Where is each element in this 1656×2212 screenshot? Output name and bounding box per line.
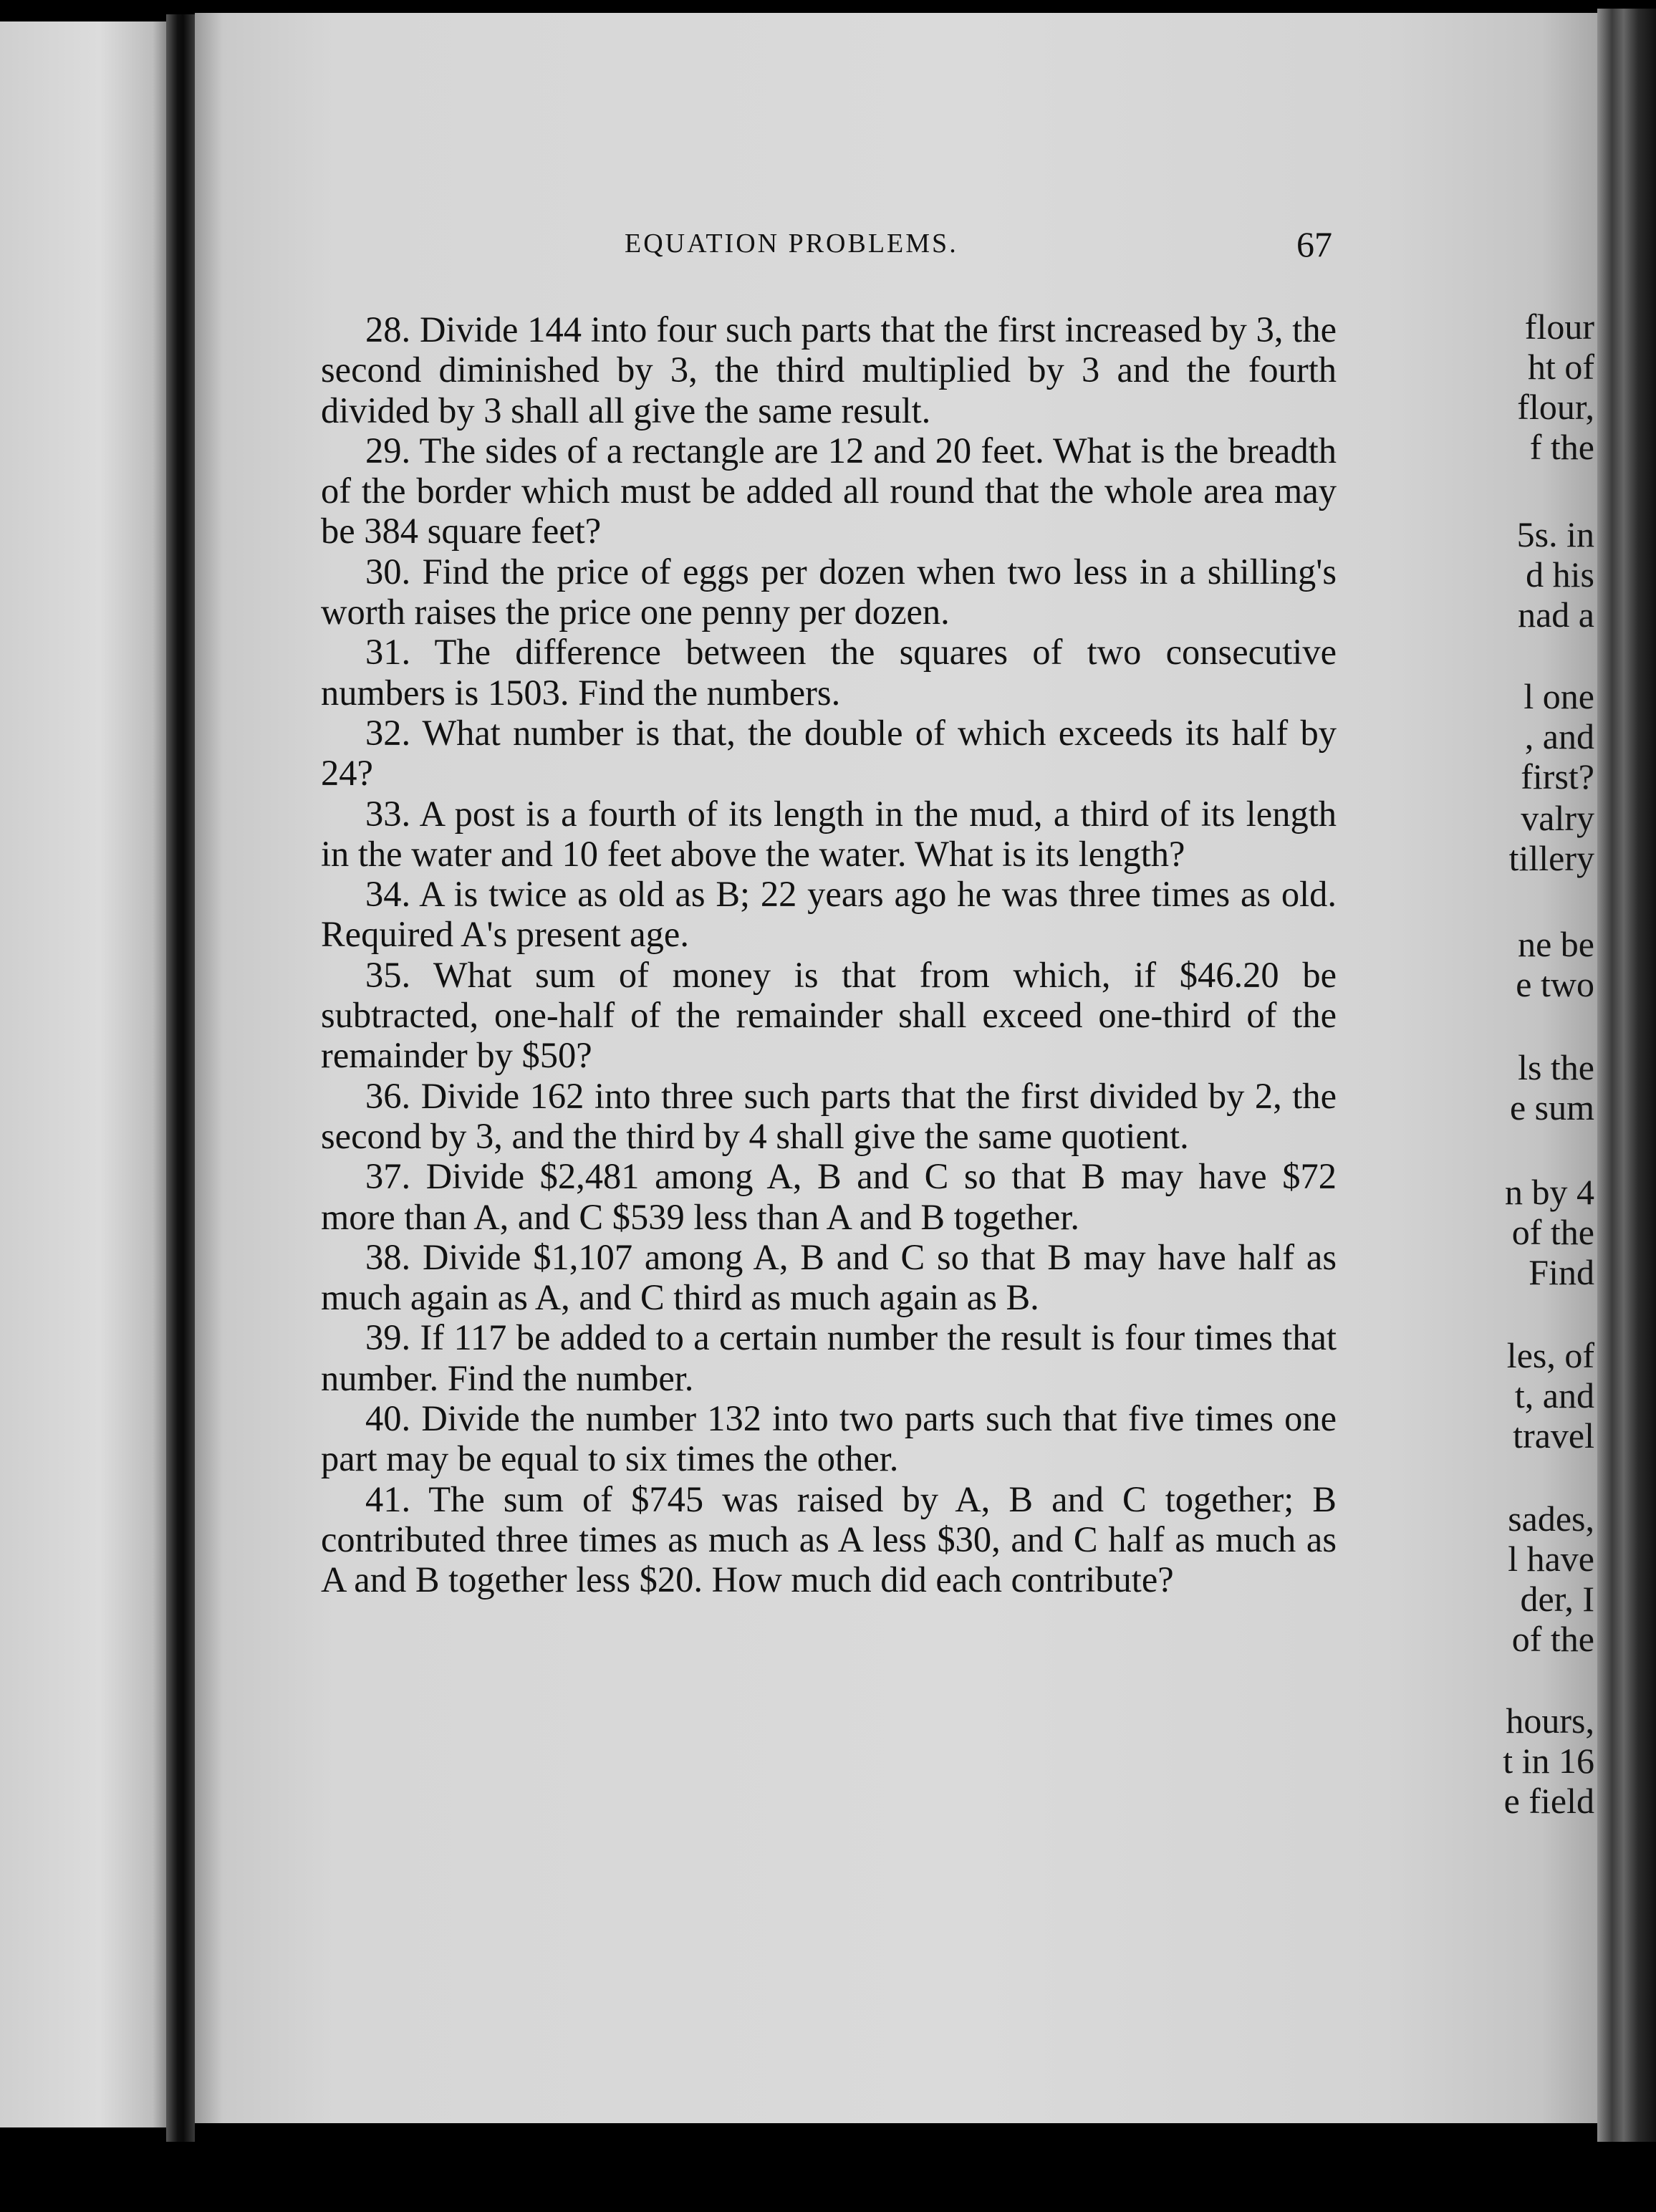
left-fragment: flour <box>1524 307 1594 347</box>
problem-number: 30. <box>365 551 411 592</box>
left-fragment: tillery <box>1508 838 1594 878</box>
problem-text: What number is that, the double of which exceeds its half by 24? <box>321 712 1337 794</box>
problem-item <box>321 431 1337 552</box>
page-number: 67 <box>1296 224 1332 264</box>
problem-text: A post is a fourth of its length in the mud, a third of its length in the water and 10 feet above the water. What is its length? <box>321 793 1337 874</box>
problem-number: 34. <box>365 874 411 915</box>
problem-number: 31. <box>365 632 411 673</box>
problem-number: 32. <box>365 712 411 753</box>
book-fore-edge <box>1597 9 1656 2143</box>
left-fragment: of the <box>1511 1619 1594 1659</box>
book-gutter <box>166 14 195 2142</box>
problem-number: 36. <box>365 1075 411 1116</box>
left-fragment: t, and <box>1514 1375 1594 1415</box>
left-fragment: valry <box>1521 798 1594 838</box>
left-fragment: , and <box>1524 716 1594 756</box>
problem-text: A is twice as old as B; 22 years ago he was three times as old. Required A's present age. <box>321 874 1337 955</box>
left-fragment: t in 16 <box>1503 1741 1594 1781</box>
left-fragment: der, I <box>1520 1579 1594 1619</box>
left-fragment: 5s. in <box>1516 514 1594 554</box>
left-fragment: f the <box>1529 427 1594 467</box>
problem-item <box>321 1479 1337 1600</box>
left-fragment: l one <box>1523 676 1594 716</box>
left-fragment: flour, <box>1517 387 1594 427</box>
problem-number: 33. <box>365 793 411 834</box>
problem-item <box>321 309 1337 431</box>
problem-item <box>321 794 1337 875</box>
left-fragment: hours, <box>1506 1701 1594 1741</box>
problem-text: Divide $1,107 among A, B and C so that B may have half as much again as A, and C third as much again as B. <box>321 1236 1337 1318</box>
problem-text: What sum of money is that from which, if $46.20 be subtracted, one-half of the remainder shall exceed one-third of the remainder by $50? <box>321 954 1337 1076</box>
problem-number: 28. <box>365 309 411 350</box>
problem-text: The sides of a rectangle are 12 and 20 feet. What is the breadth of the border which must be added all round that the whole area may be 384 square feet? <box>321 430 1337 552</box>
problem-text: If 117 be added to a certain number the result is four times that number. Find the number. <box>321 1317 1337 1398</box>
left-fragment: e two <box>1516 964 1594 1004</box>
problem-text: Divide the number 132 into two parts such that five times one part may be equal to six times the other. <box>321 1398 1337 1479</box>
problem-item <box>321 1156 1337 1237</box>
problem-number: 35. <box>365 954 411 995</box>
problem-number: 41. <box>365 1478 411 1519</box>
problem-item <box>321 632 1337 713</box>
left-fragment: of the <box>1511 1212 1594 1252</box>
problem-item <box>321 1237 1337 1318</box>
problem-item <box>321 874 1337 955</box>
problem-text: Divide 144 into four such parts that the first increased by 3, the second diminished by 3, the third multiplied by 3 and the fourth divided by 3 shall all give the same result. <box>321 309 1337 431</box>
problem-text: Divide $2,481 among A, B and C so that B may have $72 more than A, and C $539 less than A and B together. <box>321 1156 1337 1237</box>
left-fragment: nad a <box>1518 595 1594 635</box>
problem-number: 39. <box>365 1317 411 1358</box>
left-fragment: Find <box>1529 1252 1594 1292</box>
left-fragment: ls the <box>1518 1047 1594 1087</box>
problem-text: The sum of $745 was raised by A, B and C together; B contributed three times as much as A less $30, and C half as much as A and B together less $20. How much did each contribute? <box>321 1478 1337 1600</box>
problem-number: 38. <box>365 1236 411 1277</box>
problem-list <box>321 309 1337 1600</box>
problem-text: Divide 162 into three such parts that the first divided by 2, the second by 3, and the third by 4 shall give the same quotient. <box>321 1075 1337 1156</box>
problem-text: The difference between the squares of two consecutive numbers is 1503. Find the numbers. <box>321 632 1337 713</box>
problem-text: Find the price of eggs per dozen when two less in a shilling's worth raises the price one penny per dozen. <box>321 551 1337 633</box>
left-fragment: ht of <box>1527 347 1594 387</box>
problem-item <box>321 552 1337 633</box>
left-fragment: l have <box>1508 1539 1594 1579</box>
left-fragment: sades, <box>1508 1499 1594 1539</box>
left-fragment: ne be <box>1518 924 1594 964</box>
problem-item <box>321 955 1337 1076</box>
problem-item <box>321 1076 1337 1157</box>
left-fragment: n by 4 <box>1505 1172 1594 1212</box>
left-fragment: e field <box>1503 1781 1594 1821</box>
running-head: EQUATION PROBLEMS. <box>625 229 958 259</box>
problem-item <box>321 1398 1337 1479</box>
left-fragment: first? <box>1521 756 1594 797</box>
problem-number: 37. <box>365 1156 411 1197</box>
left-fragment: les, of <box>1506 1335 1594 1375</box>
left-fragment: travel <box>1513 1415 1594 1456</box>
problem-number: 40. <box>365 1398 411 1439</box>
left-fragment: e sum <box>1509 1087 1594 1127</box>
scan-bottom-border <box>0 2142 1656 2212</box>
problem-item <box>321 1317 1337 1398</box>
left-page-edge <box>0 21 166 2127</box>
problem-item <box>321 713 1337 794</box>
problem-number: 29. <box>365 430 411 471</box>
left-fragment: d his <box>1526 554 1594 595</box>
